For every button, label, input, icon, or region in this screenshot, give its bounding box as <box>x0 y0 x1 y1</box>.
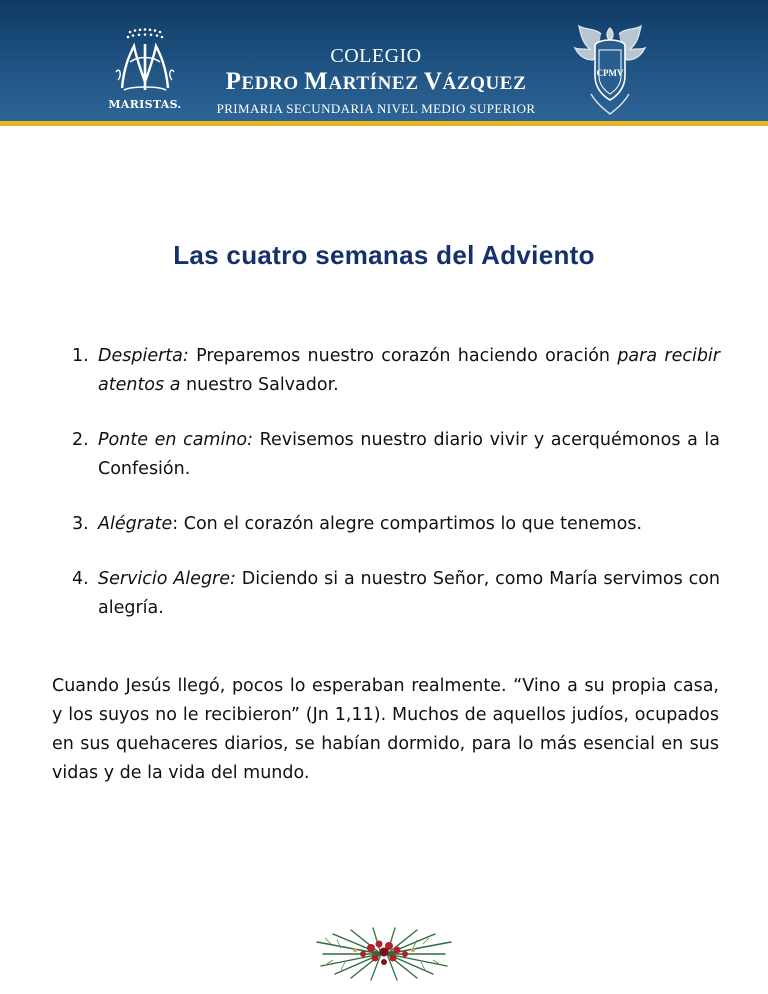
school-name-rest: EDRO <box>241 73 305 94</box>
eagle-crest-logo <box>573 24 647 116</box>
maristas-monogram-icon <box>100 26 190 98</box>
crest-monogram: CPMV <box>596 68 624 78</box>
list-item-number: 4. <box>72 569 89 589</box>
school-name-rest: ÁZQUEZ <box>442 73 527 94</box>
week-term: Ponte en camino: <box>98 430 254 450</box>
week-text: Diciendo si a nuestro Señor, como María servimos con alegría. <box>98 569 720 618</box>
list-item <box>72 426 720 484</box>
week-text: Revisemos nuestro diario vivir y acerquémonos a la Confesión. <box>98 430 720 479</box>
week-text: : Con el corazón alegre compartimos lo que tenemos. <box>172 514 643 534</box>
list-item <box>72 510 720 539</box>
school-name-block <box>200 44 552 118</box>
maristas-caption: MARISTAS. <box>108 98 182 111</box>
school-name-initial: P <box>225 68 242 95</box>
header-white-rule <box>0 126 768 128</box>
list-item <box>72 565 720 623</box>
school-name-initial: M <box>304 68 329 95</box>
christmas-garland-icon <box>311 924 457 982</box>
page-title: Las cuatro semanas del Adviento <box>173 240 595 270</box>
list-item-number: 2. <box>72 430 89 450</box>
week-term: Servicio Alegre: <box>98 569 236 589</box>
school-name <box>200 68 552 98</box>
school-name-initial: V <box>423 68 443 95</box>
header-banner <box>0 0 768 121</box>
week-text-italic: para recibir atentos a <box>98 346 720 395</box>
list-item-number: 3. <box>72 514 89 534</box>
week-term: Despierta: <box>98 346 189 366</box>
week-term: Alégrate <box>98 514 173 534</box>
school-name-rest: ARTÍNEZ <box>328 73 424 94</box>
maristas-logo <box>100 26 190 118</box>
list-item <box>72 342 720 400</box>
list-item-number: 1. <box>72 346 89 366</box>
eagle-crest-icon <box>573 24 647 116</box>
week-text-end: nuestro Salvador. <box>180 375 339 395</box>
intro-paragraph: Cuando Jesús llegó, pocos lo esperaban realmente. “Vino a su propia casa, y los suyos no le recibieron” (Jn 1,11). Muchos de aquellos judíos, ocupados en sus quehaceres diarios, se habían dormido, para lo más esencial en sus vidas y de la vida del mundo. <box>52 676 719 783</box>
school-levels: PRIMARIA SECUNDARIA NIVEL MEDIO SUPERIOR <box>216 101 536 116</box>
advent-weeks-list <box>72 342 720 649</box>
school-line-colegio: COLEGIO <box>330 45 422 67</box>
week-text: Preparemos nuestro corazón haciendo oración <box>188 346 618 366</box>
